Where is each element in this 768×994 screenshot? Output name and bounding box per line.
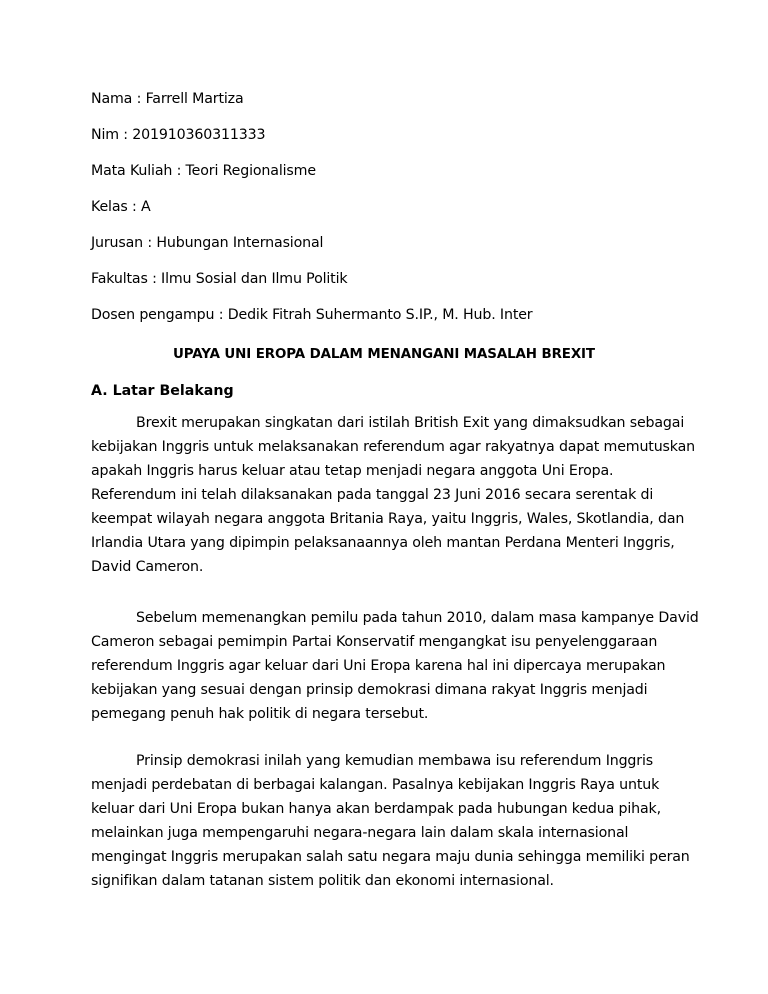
paragraph-line: Cameron sebagai pemimpin Partai Konservatif mengangkat isu penyelenggaraan xyxy=(91,634,658,650)
major-label: Jurusan : Hubungan Internasional xyxy=(91,235,324,251)
paragraph-line: kebijakan yang sesuai dengan prinsip demokrasi dimana rakyat Inggris menjadi xyxy=(91,682,648,698)
paragraph-line: David Cameron. xyxy=(91,559,204,575)
student-nim: Nim : 201910360311333 xyxy=(91,127,266,143)
course-name: Mata Kuliah : Teori Regionalisme xyxy=(91,163,316,179)
class-label: Kelas : A xyxy=(91,199,151,215)
paragraph-line: apakah Inggris harus keluar atau tetap menjadi negara anggota Uni Eropa. xyxy=(91,463,614,479)
paragraph-line: Referendum ini telah dilaksanakan pada tanggal 23 Juni 2016 secara serentak di xyxy=(91,487,654,503)
paragraph-line: Brexit merupakan singkatan dari istilah British Exit yang dimaksudkan sebagai xyxy=(136,415,685,431)
paragraph-line: referendum Inggris agar keluar dari Uni Eropa karena hal ini dipercaya merupakan xyxy=(91,658,666,674)
faculty-label: Fakultas : Ilmu Sosial dan Ilmu Politik xyxy=(91,271,348,287)
paragraph-2 xyxy=(91,606,699,726)
paragraph-line: Irlandia Utara yang dipimpin pelaksanaannya oleh mantan Perdana Menteri Inggris, xyxy=(91,535,675,551)
paragraph-line: melainkan juga mempengaruhi negara-negara lain dalam skala internasional xyxy=(91,825,629,841)
paragraph-line: mengingat Inggris merupakan salah satu negara maju dunia sehingga memiliki peran xyxy=(91,849,690,865)
paragraph-1 xyxy=(91,411,695,579)
paragraph-line: signifikan dalam tatanan sistem politik dan ekonomi internasional. xyxy=(91,873,554,889)
lecturer-label: Dosen pengampu : Dedik Fitrah Suhermanto S.IP., M. Hub. Inter xyxy=(91,307,533,323)
document-title: UPAYA UNI EROPA DALAM MENANGANI MASALAH BREXIT xyxy=(173,347,595,362)
paragraph-line: menjadi perdebatan di berbagai kalangan. Pasalnya kebijakan Inggris Raya untuk xyxy=(91,777,660,793)
section-heading: A. Latar Belakang xyxy=(91,383,234,399)
paragraph-line: Sebelum memenangkan pemilu pada tahun 2010, dalam masa kampanye David xyxy=(136,610,699,626)
paragraph-line: pemegang penuh hak politik di negara tersebut. xyxy=(91,706,429,722)
paragraph-line: kebijakan Inggris untuk melaksanakan referendum agar rakyatnya dapat memutuskan xyxy=(91,439,695,455)
student-name: Nama : Farrell Martiza xyxy=(91,91,244,107)
paragraph-3 xyxy=(91,749,691,893)
paragraph-line: keempat wilayah negara anggota Britania Raya, yaitu Inggris, Wales, Skotlandia, dan xyxy=(91,511,685,527)
paragraph-line: Prinsip demokrasi inilah yang kemudian membawa isu referendum Inggris xyxy=(136,753,654,769)
paragraph-line: keluar dari Uni Eropa bukan hanya akan berdampak pada hubungan kedua pihak, xyxy=(91,801,661,817)
